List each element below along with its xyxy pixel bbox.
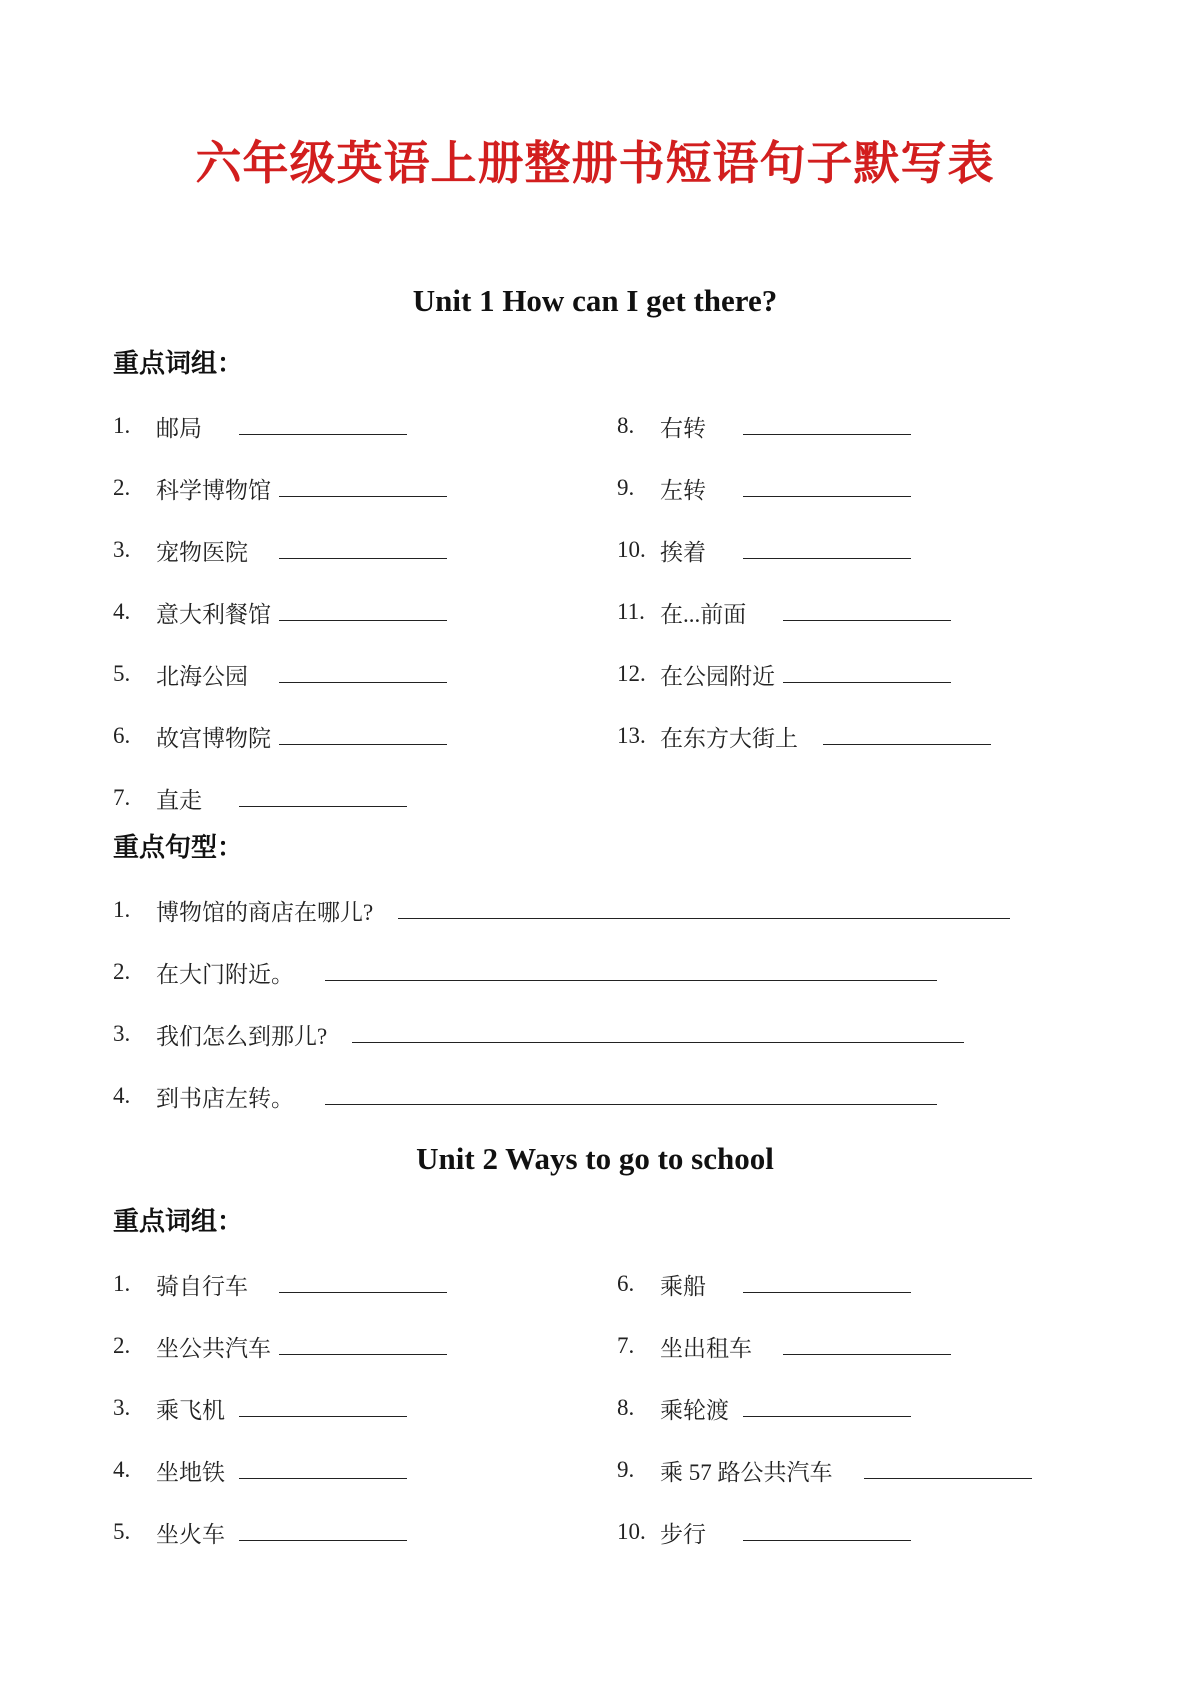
phrase-prompt: 故宫博物院 [156,725,271,751]
phrase-item [113,395,447,457]
item-number: 4. [113,599,131,624]
phrase-item [617,1439,1032,1501]
phrase-item [113,457,447,519]
phrase-prompt: 科学博物馆 [156,477,271,503]
unit2-phrases-label: 重点词组： [113,1207,244,1237]
item-number: 3. [113,1021,131,1046]
phrase-prompt: 坐公共汽车 [156,1335,271,1361]
item-number: 1. [113,1271,131,1296]
answer-blank[interactable] [783,1354,951,1355]
item-number: 4. [113,1083,131,1108]
phrase-prompt: 坐地铁 [156,1459,225,1485]
sentence-item [113,879,1073,941]
answer-blank[interactable] [239,806,407,807]
answer-blank[interactable] [743,434,911,435]
phrase-item [617,519,991,581]
item-number: 4. [113,1457,131,1482]
answer-blank[interactable] [352,1042,964,1043]
answer-blank[interactable] [279,682,447,683]
unit1-phrases-left [113,395,447,829]
phrase-item [113,643,447,705]
unit1-heading: Unit 1 How can I get there? [412,283,778,318]
phrase-prompt: 乘轮渡 [660,1397,729,1423]
phrase-prompt: 意大利餐馆 [156,601,271,627]
phrase-item [113,581,447,643]
unit1-sentences [113,879,1073,1127]
phrase-prompt: 骑自行车 [156,1273,248,1299]
item-number: 5. [113,661,131,686]
phrase-prompt: 在公园附近 [660,663,775,689]
phrase-item [113,1501,447,1563]
item-number: 12. [617,661,646,686]
phrase-item [617,643,991,705]
answer-blank[interactable] [398,918,1010,919]
phrase-item [617,705,991,767]
phrase-item [113,705,447,767]
answer-blank[interactable] [239,1416,407,1417]
phrase-prompt: 北海公园 [156,663,248,689]
phrase-item [113,1315,447,1377]
item-number: 2. [113,1333,131,1358]
phrase-prompt: 乘船 [660,1273,706,1299]
item-number: 2. [113,475,131,500]
phrase-item [617,1315,1032,1377]
item-number: 3. [113,537,131,562]
answer-blank[interactable] [743,496,911,497]
phrase-prompt: 坐火车 [156,1521,225,1547]
answer-blank[interactable] [743,1540,911,1541]
answer-blank[interactable] [279,496,447,497]
item-number: 8. [617,1395,635,1420]
answer-blank[interactable] [279,1354,447,1355]
sentence-item [113,1003,1073,1065]
answer-blank[interactable] [743,1292,911,1293]
worksheet-title: 六年级英语上册整册书短语句子默写表 [195,136,995,190]
phrase-item [113,519,447,581]
phrase-item [617,457,991,519]
answer-blank[interactable] [864,1478,1032,1479]
item-number: 1. [113,413,131,438]
phrase-prompt: 坐出租车 [660,1335,752,1361]
unit2-phrases-right [617,1253,1032,1563]
sentence-prompt: 到书店左转。 [156,1085,294,1111]
item-number: 10. [617,1519,646,1544]
item-number: 10. [617,537,646,562]
phrase-item [617,1501,1032,1563]
answer-blank[interactable] [783,682,951,683]
sentence-prompt: 博物馆的商店在哪儿? [156,899,374,925]
phrase-prompt: 邮局 [156,415,202,441]
item-number: 6. [617,1271,635,1296]
item-number: 5. [113,1519,131,1544]
item-number: 8. [617,413,635,438]
phrase-item [617,395,991,457]
item-number: 1. [113,897,131,922]
phrase-prompt: 左转 [660,477,706,503]
phrase-item [113,767,447,829]
item-number: 13. [617,723,646,748]
phrase-prompt: 步行 [660,1521,706,1547]
item-number: 7. [617,1333,635,1358]
phrase-item [113,1377,447,1439]
answer-blank[interactable] [239,434,407,435]
answer-blank[interactable] [239,1478,407,1479]
answer-blank[interactable] [239,1540,407,1541]
phrase-prompt: 乘 57 路公共汽车 [660,1459,833,1485]
phrase-prompt: 乘飞机 [156,1397,225,1423]
answer-blank[interactable] [823,744,991,745]
answer-blank[interactable] [325,980,937,981]
item-number: 7. [113,785,131,810]
answer-blank[interactable] [279,744,447,745]
answer-blank[interactable] [279,620,447,621]
unit1-sentences-label: 重点句型： [113,833,244,863]
sentence-prompt: 在大门附近。 [156,961,294,987]
item-number: 2. [113,959,131,984]
phrase-item [617,1253,1032,1315]
sentence-item [113,1065,1073,1127]
item-number: 3. [113,1395,131,1420]
item-number: 11. [617,599,645,624]
answer-blank[interactable] [743,558,911,559]
unit2-phrases-left [113,1253,447,1563]
unit2-heading: Unit 2 Ways to go to school [416,1141,774,1176]
item-number: 9. [617,1457,635,1482]
phrase-item [617,581,991,643]
answer-blank[interactable] [743,1416,911,1417]
phrase-prompt: 挨着 [660,539,706,565]
phrase-prompt: 在东方大街上 [660,725,798,751]
answer-blank[interactable] [325,1104,937,1105]
unit1-phrases-right [617,395,991,767]
phrase-prompt: 直走 [156,787,202,813]
phrase-item [113,1253,447,1315]
item-number: 6. [113,723,131,748]
phrase-item [617,1377,1032,1439]
answer-blank[interactable] [783,620,951,621]
answer-blank[interactable] [279,1292,447,1293]
phrase-prompt: 在...前面 [660,601,747,627]
unit1-phrases-label: 重点词组： [113,349,244,379]
sentence-item [113,941,1073,1003]
phrase-prompt: 宠物医院 [156,539,248,565]
phrase-item [113,1439,447,1501]
item-number: 9. [617,475,635,500]
sentence-prompt: 我们怎么到那儿? [156,1023,328,1049]
phrase-prompt: 右转 [660,415,706,441]
answer-blank[interactable] [279,558,447,559]
